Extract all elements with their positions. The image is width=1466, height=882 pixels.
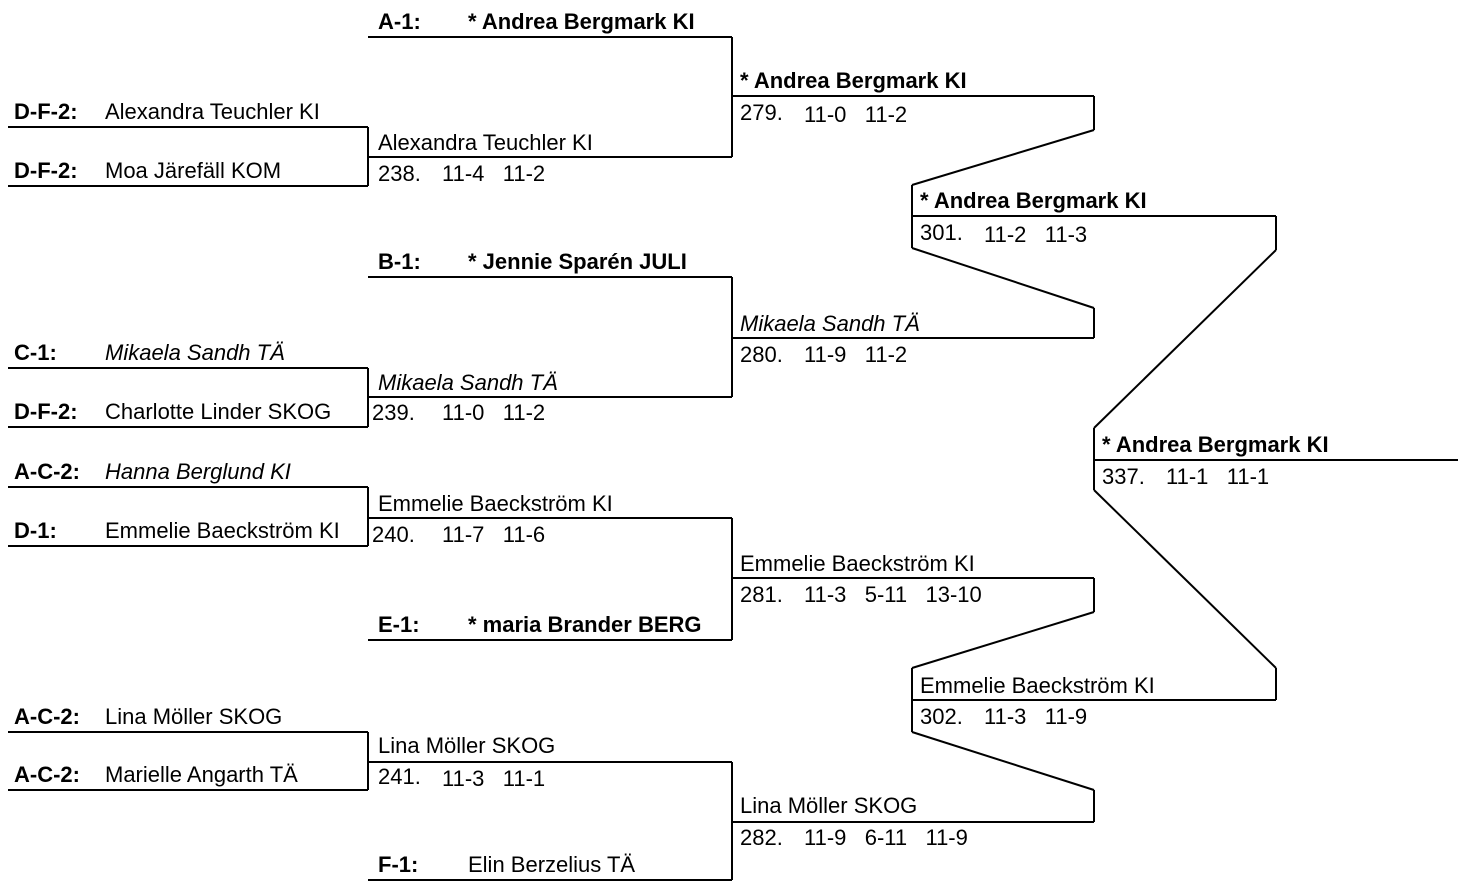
seed-label: A-1: bbox=[378, 9, 421, 34]
round1-labels bbox=[14, 9, 702, 877]
player-name: Mikaela Sandh TÄ bbox=[105, 340, 285, 365]
seed-label: D-1: bbox=[14, 518, 57, 543]
match-winner: Emmelie Baeckström KI bbox=[378, 491, 613, 516]
match-number: 301. bbox=[920, 220, 963, 245]
seed-label: E-1: bbox=[378, 612, 420, 637]
connector bbox=[912, 248, 1094, 308]
player-name: Emmelie Baeckström KI bbox=[105, 518, 340, 543]
connector bbox=[912, 612, 1094, 668]
connector bbox=[912, 130, 1094, 185]
match-score: 11-2 11-3 bbox=[984, 222, 1088, 247]
match-score: 11-9 6-11 11-9 bbox=[804, 825, 968, 850]
match-number: 241. bbox=[378, 764, 421, 789]
match-winner: Mikaela Sandh TÄ bbox=[740, 311, 920, 336]
player-name: * Jennie Sparén JULI bbox=[468, 249, 687, 274]
match-number: 282. bbox=[740, 825, 783, 850]
match-score: 11-7 11-6 bbox=[442, 522, 546, 547]
match-winner: Emmelie Baeckström KI bbox=[920, 673, 1155, 698]
match-winner: Emmelie Baeckström KI bbox=[740, 551, 975, 576]
match-winner: * Andrea Bergmark KI bbox=[920, 188, 1147, 213]
player-name: Elin Berzelius TÄ bbox=[468, 852, 636, 877]
seed-label: A-C-2: bbox=[14, 704, 80, 729]
match-winner: Lina Möller SKOG bbox=[378, 733, 556, 758]
seed-label: F-1: bbox=[378, 852, 419, 877]
match-score: 11-0 11-2 bbox=[442, 400, 546, 425]
seed-label: A-C-2: bbox=[14, 762, 80, 787]
match-number: 281. bbox=[740, 582, 783, 607]
match-score: 11-3 11-9 bbox=[984, 704, 1088, 729]
match-score: 11-9 11-2 bbox=[804, 342, 908, 367]
match-winner: Mikaela Sandh TÄ bbox=[378, 370, 558, 395]
seed-label: D-F-2: bbox=[14, 158, 78, 183]
seed-label: D-F-2: bbox=[14, 99, 78, 124]
seed-label: D-F-2: bbox=[14, 399, 78, 424]
match-winner: Lina Möller SKOG bbox=[740, 793, 918, 818]
seed-label: A-C-2: bbox=[14, 459, 80, 484]
player-name: * maria Brander BERG bbox=[468, 612, 702, 637]
match-score: 11-3 5-11 13-10 bbox=[804, 582, 982, 607]
connector bbox=[1094, 250, 1276, 428]
seed-label: B-1: bbox=[378, 249, 421, 274]
seed-label: C-1: bbox=[14, 340, 57, 365]
match-winner: Alexandra Teuchler KI bbox=[378, 130, 593, 155]
match-number: 280. bbox=[740, 342, 783, 367]
match-score: 11-3 11-1 bbox=[442, 766, 546, 791]
match-winner: * Andrea Bergmark KI bbox=[740, 68, 967, 93]
match-number: 240. bbox=[372, 522, 415, 547]
match-score: 11-0 11-2 bbox=[804, 102, 908, 127]
player-name: Alexandra Teuchler KI bbox=[105, 99, 320, 124]
final-winner: * Andrea Bergmark KI bbox=[1102, 432, 1329, 457]
player-name: Charlotte Linder SKOG bbox=[105, 399, 332, 424]
player-name: Hanna Berglund KI bbox=[105, 459, 291, 484]
player-name: Marielle Angarth TÄ bbox=[105, 762, 298, 787]
match-score: 11-1 11-1 bbox=[1166, 464, 1270, 489]
match-number: 238. bbox=[378, 161, 421, 186]
match-score: 11-4 11-2 bbox=[442, 161, 546, 186]
connector bbox=[912, 732, 1094, 790]
match-number: 302. bbox=[920, 704, 963, 729]
match-number: 337. bbox=[1102, 464, 1145, 489]
player-name: * Andrea Bergmark KI bbox=[468, 9, 695, 34]
player-name: Moa Järefäll KOM bbox=[105, 158, 282, 183]
player-name: Lina Möller SKOG bbox=[105, 704, 283, 729]
match-number: 239. bbox=[372, 400, 415, 425]
connector bbox=[1094, 490, 1276, 668]
match-number: 279. bbox=[740, 100, 783, 125]
